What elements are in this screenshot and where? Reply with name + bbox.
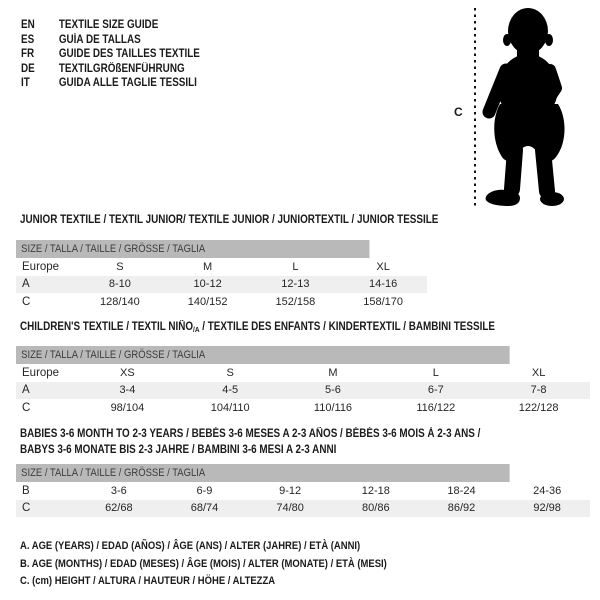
cell: S: [226, 366, 234, 379]
cell: 5-6: [325, 384, 341, 397]
cell: 10-12: [193, 278, 222, 291]
cell: 86/92: [447, 502, 476, 515]
language-row-de: [21, 62, 200, 77]
table-row-age: [16, 382, 590, 400]
table-row-height: [16, 500, 590, 518]
babies-table-title: [20, 426, 480, 458]
cell: 3-4: [119, 384, 136, 397]
cell: 122/128: [518, 401, 559, 414]
height-c-label: C: [454, 105, 463, 119]
table-row-age-months: [16, 482, 590, 500]
title-line-2: BABYS 3-6 MONATE BIS 2-3 JAHRE / BAMBINI 3-6 MESI A 2-3 ANNI: [20, 444, 337, 456]
junior-size-table: [16, 240, 427, 311]
cell: 74/80: [276, 502, 304, 515]
table-row-height: [16, 293, 427, 311]
row-label: Europe: [22, 260, 60, 273]
language-text: TEXTILGRÖßENFÜHRUNG: [58, 62, 185, 75]
cell: 110/116: [313, 401, 353, 414]
size-header-bar: SIZE / TALLA / TAILLE / GRÖSSE / TAGLIA: [16, 346, 510, 364]
table-row-europe: [16, 258, 427, 276]
language-text: GUIDA ALLE TAGLIE TESSILI: [58, 77, 197, 90]
table-body: [16, 258, 427, 311]
cell: L: [292, 260, 299, 273]
cell: 6-7: [427, 384, 444, 397]
title-text: CHILDREN'S TEXTILE / TEXTIL NIÑO: [20, 321, 194, 333]
language-list: [21, 18, 229, 91]
row-label: A: [22, 278, 30, 291]
junior-table-title: JUNIOR TEXTILE / TEXTIL JUNIOR/ TEXTILE JUNIOR / JUNIORTEXTIL / JUNIOR TESSILE: [20, 214, 439, 226]
footnote-a: A. AGE (YEARS) / EDAD (AÑOS) / ÂGE (ANS) / ALTER (JAHRE) / ETÀ (ANNI): [20, 540, 361, 552]
cell: 18-24: [447, 484, 476, 497]
cell: S: [116, 260, 124, 273]
cell: 4-5: [222, 384, 239, 397]
language-text: GUÍA DE TALLAS: [58, 33, 141, 46]
language-code: ES: [21, 33, 35, 46]
children-size-table: [16, 346, 590, 417]
cell: 92/98: [533, 502, 561, 515]
cell: L: [432, 366, 439, 379]
cell: 14-16: [369, 278, 398, 291]
cell: 152/158: [275, 295, 316, 308]
cell: M: [203, 260, 213, 273]
cell: 158/170: [363, 295, 403, 308]
height-figure: [440, 0, 600, 212]
children-table-title: [20, 321, 495, 334]
language-code: DE: [21, 62, 35, 75]
language-row-it: [21, 76, 200, 91]
cell: 3-6: [110, 484, 127, 497]
cell: XS: [120, 366, 135, 379]
footnotes: [20, 538, 447, 591]
cell: 12-13: [281, 278, 310, 291]
title-line-1: BABIES 3-6 MONTH TO 2-3 YEARS / BEBÉS 3-6 MESES A 2-3 AÑOS / BÉBÉS 3-6 MOIS À 2-3 ANS /: [20, 428, 481, 440]
language-row-en: [21, 18, 200, 33]
cell: 12-18: [361, 484, 390, 497]
row-label: Europe: [22, 366, 60, 379]
cell: 7-8: [530, 384, 547, 397]
cell: 9-12: [279, 484, 302, 497]
cell: XL: [531, 366, 546, 379]
size-header-bar: SIZE / TALLA / TAILLE / GRÖSSE / TAGLIA: [16, 240, 369, 258]
language-code: IT: [21, 77, 30, 90]
cell: 6-9: [196, 484, 213, 497]
cell: 128/140: [99, 295, 140, 308]
language-code: EN: [21, 19, 35, 32]
table-row-height: [16, 399, 590, 417]
language-text: GUIDE DES TAILLES TEXTILE: [58, 48, 200, 61]
baby-silhouette: [486, 8, 565, 206]
footnote-c: C. (cm) HEIGHT / ALTURA / HAUTEUR / HÖHE / ALTEZZA: [20, 575, 276, 587]
row-label: A: [22, 384, 30, 397]
language-code: FR: [21, 48, 35, 61]
cell: 24-36: [533, 484, 562, 497]
row-label: C: [22, 502, 31, 515]
table-body: [16, 482, 590, 517]
cell: 80/86: [362, 502, 390, 515]
row-label: C: [22, 401, 31, 414]
language-row-fr: [21, 47, 200, 62]
cell: M: [328, 366, 338, 379]
baby-silhouette-graphic: [440, 0, 600, 212]
language-text: TEXTILE SIZE GUIDE: [58, 19, 159, 32]
table-row-age: [16, 276, 427, 294]
row-label: B: [22, 484, 30, 497]
cell: 68/74: [190, 502, 219, 515]
cell: 116/122: [416, 401, 456, 414]
language-row-es: [21, 33, 200, 48]
table-body: [16, 364, 590, 417]
cell: 140/152: [187, 295, 228, 308]
cell: 8-10: [108, 278, 131, 291]
babies-size-table: [16, 464, 590, 517]
footnote-b: B. AGE (MONTHS) / EDAD (MESES) / ÂGE (MOIS) / ALTER (MONATE) / ETÀ (MESI): [20, 557, 387, 570]
cell: 62/68: [105, 502, 133, 515]
cell: 98/104: [110, 401, 145, 414]
title-subscript: /A: [193, 325, 200, 334]
row-label: C: [22, 295, 31, 308]
title-text: / TEXTILE DES ENFANTS / KINDERTEXTIL / BAMBINI TESSILE: [199, 321, 495, 333]
size-header-bar: SIZE / TALLA / TAILLE / GRÖSSE / TAGLIA: [16, 464, 510, 482]
table-row-europe: [16, 364, 590, 382]
cell: 104/110: [210, 401, 250, 414]
cell: XL: [376, 260, 390, 273]
